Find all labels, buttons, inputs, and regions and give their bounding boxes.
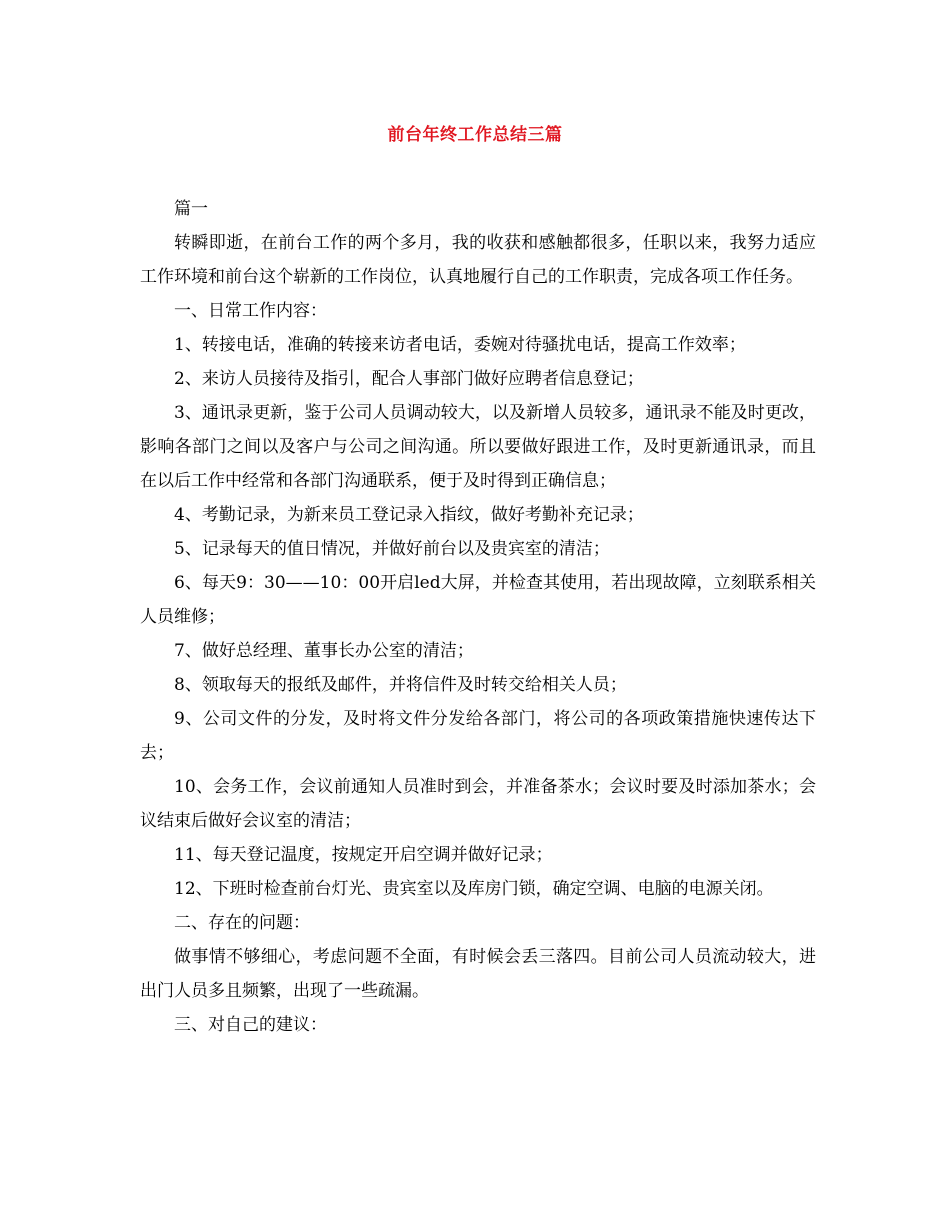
section-heading-daily-work: 一、日常工作内容： [174, 301, 327, 321]
list-item: 12、下班时检查前台灯光、贵宾室以及库房门锁，确定空调、电脑的电源关闭。 [174, 879, 774, 899]
list-item: 1、转接电话，准确的转接来访者电话，委婉对待骚扰电话，提高工作效率； [174, 335, 746, 355]
intro-paragraph: 转瞬即逝，在前台工作的两个多月，我的收获和感触都很多，任职以来，我努力适应工作环境和前台这个崭新的工作岗位，认真地履行自己的工作职责，完成各项工作任务。 [140, 233, 816, 287]
section-heading-part-one: 篇一 [174, 199, 208, 219]
list-item: 11、每天登记温度，按规定开启空调并做好记录； [174, 845, 553, 865]
problems-paragraph: 做事情不够细心，考虑问题不全面，有时候会丢三落四。目前公司人员流动较大，进出门人员多且频繁，出现了一些疏漏。 [140, 947, 816, 1001]
list-item: 9、公司文件的分发，及时将文件分发给各部门，将公司的各项政策措施快速传达下去； [140, 709, 816, 763]
list-item: 8、领取每天的报纸及邮件，并将信件及时转交给相关人员； [174, 675, 627, 695]
list-item: 2、来访人员接待及指引，配合人事部门做好应聘者信息登记； [174, 369, 644, 389]
list-item: 7、做好总经理、董事长办公室的清洁； [174, 641, 474, 661]
list-item: 3、通讯录更新，鉴于公司人员调动较大，以及新增人员较多，通讯录不能及时更改，影响各部门之间以及客户与公司之间沟通。所以要做好跟进工作，及时更新通讯录，而且在以后工作中经常和各部门沟通联系，便于及时得到正确信息； [140, 403, 816, 491]
list-item: 5、记录每天的值日情况，并做好前台以及贵宾室的清洁； [174, 539, 610, 559]
document-title: 前台年终工作总结三篇 [387, 125, 563, 145]
section-heading-problems: 二、存在的问题： [174, 913, 310, 933]
list-item: 4、考勤记录，为新来员工登记录入指纹，做好考勤补充记录； [174, 505, 644, 525]
list-item: 6、每天9：30——10：00开启led大屏，并检查其使用，若出现故障，立刻联系相关人员维修； [140, 573, 816, 627]
list-item: 10、会务工作，会议前通知人员准时到会，并准备茶水；会议时要及时添加茶水；会议结束后做好会议室的清洁； [140, 777, 816, 831]
document-body [140, 192, 816, 1042]
section-heading-suggestions: 三、对自己的建议： [174, 1015, 327, 1035]
